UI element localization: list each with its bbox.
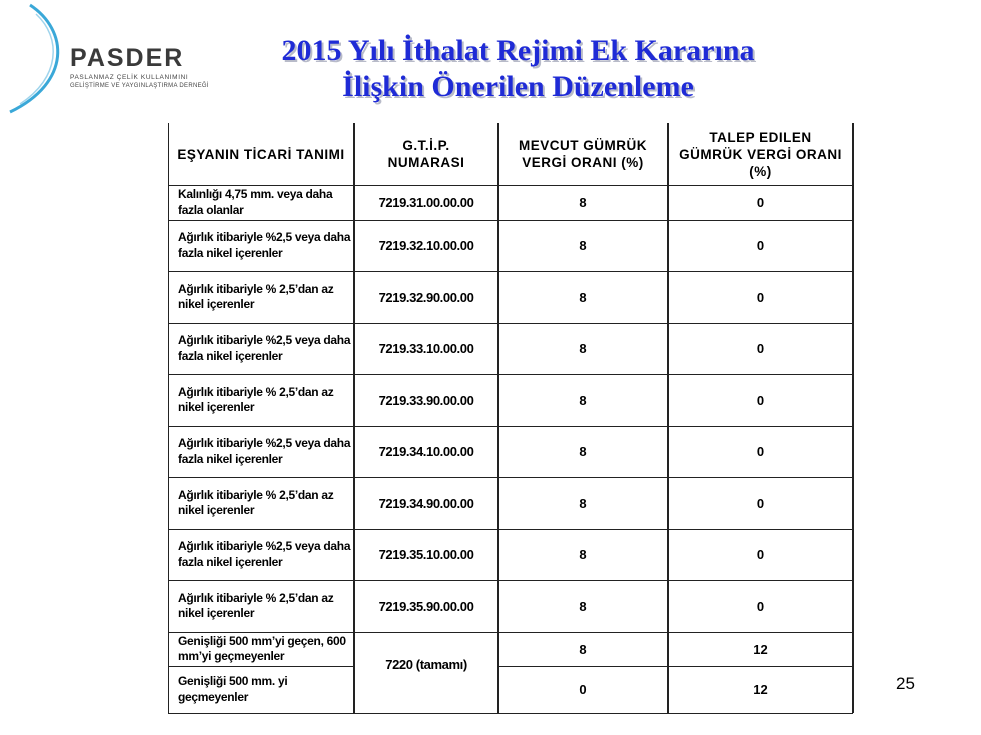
table-cell-current-rate: 8 <box>579 289 587 305</box>
table-row-divider <box>168 220 853 221</box>
table-cell-description: Ağırlık itibariyle %2,5 veya daha fazla nikel içerenler <box>178 333 351 363</box>
table-cell-current-rate: 8 <box>579 392 587 408</box>
table-cell-description: Ağırlık itibariyle % 2,5’dan az nikel içerenler <box>178 281 334 311</box>
table-cell-gtip: 7219.34.90.00.00 <box>378 495 474 511</box>
slide-title-line2: İlişkin Önerilen Düzenleme <box>342 70 694 103</box>
header-current-rate: MEVCUT GÜMRÜK VERGİ ORANI (%) <box>519 138 647 170</box>
table-row-divider <box>168 529 853 530</box>
table-cell-requested-rate: 0 <box>756 289 765 305</box>
table-cell-current-rate: 8 <box>579 341 587 356</box>
table-cell-requested-rate: 0 <box>756 195 765 210</box>
table-bottom-border <box>168 713 853 714</box>
table-cell-gtip: 7219.33.90.00.00 <box>378 392 474 408</box>
page-number: 25 <box>896 674 915 693</box>
table-cell-gtip: 7219.32.90.00.00 <box>378 289 474 305</box>
table-cell-gtip: 7219.34.10.00.00 <box>378 444 474 459</box>
table-cell-description: Ağırlık itibariyle % 2,5’dan az nikel içerenler <box>178 590 334 620</box>
table-cell-current-rate: 8 <box>579 547 587 562</box>
table-row-divider <box>168 477 853 478</box>
table-row-divider <box>168 323 853 324</box>
table-row-divider <box>498 666 853 667</box>
table-row-divider <box>168 666 354 667</box>
logo-subtitle-line1: PASLANMAZ ÇELİK KULLANIMINI <box>70 74 189 81</box>
slide-title <box>248 33 788 105</box>
table-cell-current-rate: 8 <box>579 195 587 210</box>
table-cell-requested-rate: 12 <box>753 641 768 657</box>
table-cell-current-rate: 8 <box>579 495 587 511</box>
table-column-divider <box>353 123 354 713</box>
slide-title-line1: 2015 Yılı İthalat Rejimi Ek Kararına <box>281 34 755 67</box>
table-cell-requested-rate: 0 <box>756 392 765 408</box>
table-cell-gtip: 7219.35.10.00.00 <box>378 547 474 562</box>
table-cell-current-rate: 0 <box>579 682 587 697</box>
table-cell-gtip-merged: 7220 (tamamı) <box>385 657 467 672</box>
table-cell-requested-rate: 0 <box>756 444 765 459</box>
pasder-logo <box>0 0 240 118</box>
table-cell-requested-rate: 0 <box>756 341 765 356</box>
tariff-table <box>168 123 853 717</box>
header-gtip: G.T.İ.P. NUMARASI <box>387 138 465 170</box>
table-cell-gtip: 7219.35.90.00.00 <box>378 598 474 614</box>
table-cell-gtip: 7219.31.00.00.00 <box>378 195 474 210</box>
header-requested-rate: TALEP EDILEN GÜMRÜK VERGİ ORANI (%) <box>679 129 842 179</box>
table-cell-description: Ağırlık itibariyle %2,5 veya daha fazla nikel içerenler <box>178 539 351 569</box>
table-cell-current-rate: 8 <box>579 444 587 459</box>
table-row-divider <box>168 271 853 272</box>
table-row-divider <box>168 374 853 375</box>
table-cell-current-rate: 8 <box>579 238 587 253</box>
table-cell-description: Kalınlığı 4,75 mm. veya daha fazla olanlar <box>178 187 333 217</box>
table-header-divider <box>168 185 853 186</box>
table-row-divider <box>168 632 853 633</box>
table-cell-gtip: 7219.33.10.00.00 <box>378 341 474 356</box>
table-cell-description: Genişliği 500 mm. yi geçmeyenler <box>178 674 288 704</box>
table-column-divider <box>852 123 853 713</box>
table-cell-description: Ağırlık itibariyle % 2,5’dan az nikel içerenler <box>178 487 334 517</box>
table-row-divider <box>168 580 853 581</box>
table-cell-description: Genişliği 500 mm’yi geçen, 600 mm’yi geçmeyenler <box>178 633 346 663</box>
table-column-divider <box>667 123 668 713</box>
table-cell-requested-rate: 0 <box>756 495 765 511</box>
header-description: EŞYANIN TİCARİ TANIMI <box>177 146 345 162</box>
table-column-divider <box>497 123 498 713</box>
table-row-divider <box>168 426 853 427</box>
table-cell-gtip: 7219.32.10.00.00 <box>378 238 474 253</box>
table-cell-description: Ağırlık itibariyle % 2,5’dan az nikel içerenler <box>178 384 334 414</box>
logo-arc-icon <box>0 0 70 118</box>
table-cell-requested-rate: 0 <box>756 598 765 614</box>
table-cell-current-rate: 8 <box>579 641 587 657</box>
table-left-border <box>168 123 169 713</box>
table-cell-current-rate: 8 <box>579 598 587 614</box>
table-cell-requested-rate: 0 <box>756 547 765 562</box>
table-cell-description: Ağırlık itibariyle %2,5 veya daha fazla nikel içerenler <box>178 436 351 466</box>
logo-wordmark: PASDER <box>70 44 185 72</box>
table-cell-description: Ağırlık itibariyle %2,5 veya daha fazla nikel içerenler <box>178 230 351 260</box>
logo-subtitle-line2: GELİŞTİRME VE YAYGINLAŞTIRMA DERNEĞİ <box>70 83 209 89</box>
table-cell-requested-rate: 0 <box>756 238 765 253</box>
table-cell-requested-rate: 12 <box>753 682 768 697</box>
